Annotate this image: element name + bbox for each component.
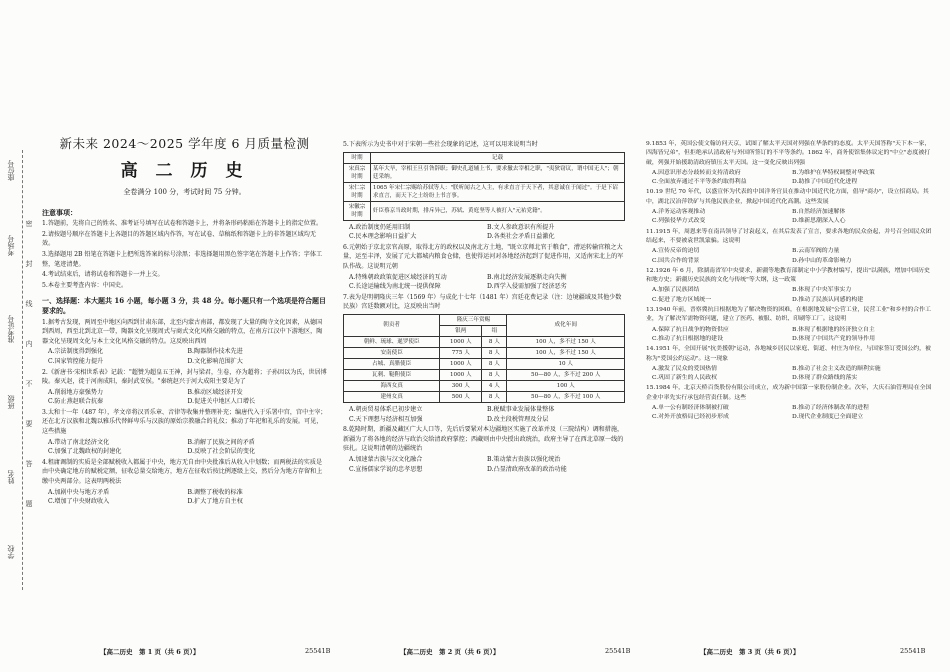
note-item: 3.选择题用 2B 铅笔在答题卡上把所选答案的标号涂黑；非选择题用黑色签字笔在答题卡上作答；字体工整，笔迹清楚。 [42, 250, 323, 268]
question-options [42, 488, 327, 507]
exam-meta: 全卷满分 100 分，考试时间 75 分钟。 [123, 188, 246, 196]
note-item: 1.答题前，先将自己的姓名、准考证号填写在试卷和答题卡上，并将条形码粘贴在答题卡上的指定位置。 [42, 220, 323, 228]
footer-label: 【高二历史 第 3 页（共 6 页）】 [700, 648, 800, 656]
note-item: 2.请按题号顺序在答题卡上各题目的答题区域内作答，写在试卷、草稿纸和答题卡上的非答题区域均无效。 [42, 230, 316, 248]
question-stem: 2.《新唐书·宋相世系表》记载："超赞为超皇五王神，封与梁君，生卷，亦为超将；子孙因以为氏，世居博陵。秦灭赵，徙于河南成阳，秦封武安侯。"秦统赵兴于河大成阳主要是为了 [42, 368, 327, 386]
option-b[interactable]: B.云南军阀的力量 [792, 248, 840, 255]
question-15 [646, 384, 932, 422]
table-row [344, 358, 625, 369]
option-c[interactable]: C.促进了地方区域统一 [652, 296, 712, 303]
table-cell: 1000 人 [440, 358, 482, 369]
question-10 [646, 188, 932, 226]
question-1 [42, 318, 327, 367]
option-d[interactable]: D.扩大了地方自主权 [187, 498, 243, 506]
seal-char: 密 [25, 220, 33, 227]
exam-title: 新未来 2024～2025 学年度 6 月质量检测 [59, 136, 310, 151]
footer-code: 25541B [305, 647, 331, 655]
table-cell: 8 人 [482, 336, 507, 347]
table-row [344, 201, 625, 220]
option-a[interactable]: A.激发了民众的爱国热情 [652, 365, 718, 372]
table-cell: 1000 人 [440, 369, 482, 380]
question-stem: 12.1926 年 6 月，除湖南省军中央要求，新疆等地教育部制定中小学教材编写，提出"以满族，增加中国历史和地方史；新疆历史民族的文化与传统"等大纲，这一政策 [646, 267, 930, 284]
page-footer-1 [100, 647, 331, 656]
option-b[interactable]: B.消解了民族之间的矛盾 [187, 438, 255, 446]
table-cell: 500 人 [440, 391, 482, 402]
option-b[interactable]: B.推动了社会主义改造的顺利实施 [792, 365, 881, 372]
question-stem: 14.1951 年，全国开展"抗美援朝"运动，各地城乡居民以家庭、街道、村庄为单位，与国家签订爱国公约，被称为"爱国公约运动"。这一现象 [646, 346, 931, 362]
binding-label-name: 姓名 [7, 470, 15, 484]
table-header: 隆庆三年赏赐 [440, 314, 507, 325]
question-stem: 11.1915 年，周恩来等在南昌领导了讨袁起义，在其后发表了宣言，要求各地的民众奋起，并号召全国民众团结起来，不要被袁世凯蒙骗。这说明 [646, 228, 932, 244]
table-subheader: 银两 [440, 325, 482, 336]
option-c[interactable]: C.列强侵华方式改变 [652, 218, 706, 225]
option-a[interactable]: A.带动了南北经济文化 [48, 438, 110, 446]
seal-char: 内 [25, 340, 33, 347]
option-b[interactable]: B.文人参政意识有所提升 [487, 223, 555, 231]
question-stem: 1.据考古发现，两周至中地区向西到甘肃东部，北至内蒙古南部，都发现了大量的陶寺文化因素，从德国到西周，西至北到北京一带，陶器文化呈现周式与商式文化风格交融的特点，在南方江汉中下游地区，陶器文化呈现周文化与本土文化风格交融的特点。这反映出西周 [42, 318, 323, 345]
question-options [343, 455, 625, 474]
note-item: 4.考试结束后，请将试卷和答题卡一并上交。 [42, 271, 164, 279]
binding-margin [0, 150, 40, 590]
question-2 [42, 368, 327, 407]
footer-label: 【高二历史 第 1 页（共 6 页）】 [100, 648, 200, 656]
table-cell: 100 人 [507, 380, 625, 391]
records-table [343, 152, 625, 221]
table-cell: 宋徽宗时期 [344, 201, 371, 220]
table-cell: 8 人 [482, 391, 507, 402]
option-c[interactable]: C.宣扬儒家学说的忠孝思想 [349, 465, 423, 473]
tribute-table [343, 314, 625, 403]
option-a[interactable]: A.加速蒙古族与汉文化融合 [349, 455, 423, 463]
binding-label-seat: 座位号 [7, 160, 15, 181]
table-cell: 建州女真 [344, 391, 440, 402]
seal-char: 答 [25, 460, 33, 467]
seal-char: 要 [25, 420, 33, 427]
option-a[interactable]: A.加剧中央与地方矛盾 [48, 488, 110, 496]
option-c[interactable]: C.长途运输线为南北统一提供保障 [349, 283, 441, 291]
table-row [344, 163, 625, 182]
option-c[interactable]: C.对外开放格局已经初步形成 [652, 414, 729, 421]
table-cell: 朝鲜、琉球、暹罗使臣 [344, 336, 440, 347]
binding-label-school: 学校 [7, 545, 15, 559]
table-row [344, 391, 625, 402]
page-3-column [646, 140, 932, 424]
option-c[interactable]: C.防止燕赵联合抗秦 [48, 398, 104, 406]
option-c[interactable]: C.全面放弃通过不平等条约取得利益 [652, 179, 747, 186]
table-cell: 100 人，多不过 150 人 [507, 347, 625, 358]
table-cell: 50—80 人，多不过 200 人 [507, 369, 625, 380]
option-a[interactable]: A.朝贡贸易体系已初步建立 [349, 405, 423, 413]
table-cell: 安南使臣 [344, 347, 440, 358]
option-c[interactable]: C.加强了北魏政权的封建化 [48, 448, 122, 456]
option-c[interactable]: C.国共合作的背景 [652, 257, 700, 264]
table-cell: 8 人 [482, 358, 507, 369]
question-stem: 9.1853 年，英国公使文翰访问天京，试图了解太平天国对列强在华条约的态度。太平天国答称"天下本一家，四海皆兄弟"，但拒绝承认清政府与外国所签订的不平等条约。1862 年，商务使馆集体议定的"中立"态度被打破，列强开始援助清政府镇压太平天国。这一变化反映出列强 [646, 141, 931, 166]
option-b[interactable]: B.税赋事业发展体量整体 [487, 405, 555, 413]
option-d[interactable]: D.文化影响范围扩大 [187, 357, 243, 365]
table-cell: 300 人 [440, 380, 482, 391]
option-b[interactable]: B.推动了经济体制改革的进程 [792, 405, 869, 412]
table-row [344, 336, 625, 347]
option-c[interactable]: C.增加了中央财政收入 [48, 498, 110, 506]
table-row [344, 347, 625, 358]
question-options [646, 404, 932, 423]
table-cell: 宋真宗时期 [344, 163, 371, 182]
option-a[interactable]: A.单一公有制经济体制被打破 [652, 405, 729, 412]
question-options [343, 223, 625, 242]
option-a[interactable]: A.宗法制度得到强化 [48, 348, 104, 356]
question-11 [646, 228, 932, 266]
table-cell: 某年大旱，宰相王旦引咎辞职；御史孔道辅上书，要求撤去宰相之职，"夷狄窃议，谓中国无人"；朝廷采纳。 [370, 163, 624, 182]
table-cell: 奸臣蔡京当政时期，排斥异己，苏轼、黄庭坚等人被打入"元祐党籍"。 [370, 201, 624, 220]
table-cell: 8 人 [482, 369, 507, 380]
option-d[interactable]: D.现代企业制度已全面建立 [792, 414, 864, 421]
question-options [42, 388, 327, 407]
table-header: 时期 [344, 152, 371, 163]
seal-char: 封 [25, 260, 33, 267]
table-cell: 775 人 [440, 347, 482, 358]
question-stem: 5.下表所示为史书中对于宋朝一些社会现象的记述，这可以用来说明当时 [343, 141, 538, 148]
option-a[interactable]: A.政治制度仍延用旧制 [349, 223, 411, 231]
exam-subject: 高 二 历 史 [120, 161, 249, 181]
option-d[interactable]: D.促进关中地区人口增长 [187, 398, 256, 406]
question-3 [42, 408, 327, 457]
table-cell: 宋仁宗时期 [344, 182, 371, 201]
binding-label-ticket: 准考证号 [7, 315, 15, 343]
option-b[interactable]: B.陶器制作技术先进 [187, 348, 243, 356]
seal-char: 不 [25, 380, 33, 387]
option-b[interactable]: B.自然经济加速解体 [792, 209, 846, 216]
note-item: 5.本卷主要考查内容：中国史。 [42, 281, 128, 289]
question-stem: 10.19 世纪 70 年代，以盛宣怀为代表的中国洋务官员在推动中国近代化方面，倡导"商办"，设立招商局。其中，湖北汉冶萍铁矿与其他民族企业，掀起中国近代化高潮。这些发展 [646, 189, 929, 205]
option-c[interactable]: C.国家管控能力提升 [48, 357, 104, 365]
question-options [646, 208, 932, 227]
question-12 [646, 267, 932, 305]
question-stem: 8.乾隆时期，新疆及藏区广大人口等，先后后要紧对本边疆地区实施了改革并及（三院结构）调和措施，新疆为了将各地的经济与政治交给清政府掌控；西藏则由中央授出政统治，政府主导了在西北草原一线的驻扎。这说明清朝的边疆统治 [343, 426, 624, 453]
option-d[interactable]: D.反映了社会阶层的变化 [187, 448, 256, 456]
question-4 [42, 458, 327, 507]
question-7 [343, 293, 625, 424]
option-d[interactable]: D.改主段税管理及分层 [487, 415, 549, 423]
question-13 [646, 306, 932, 344]
option-a[interactable]: A.宣传反帝的迫切 [652, 248, 700, 255]
table-cell: 8 人 [482, 347, 507, 358]
table-cell: 海西女真 [344, 380, 440, 391]
table-header: 朝贡者 [344, 314, 440, 336]
table-cell: 100 人，多不过 150 人 [507, 336, 625, 347]
question-stem: 6.元朝始于京北京官高原，取得北方的政权以及南北方土地，"既立京师北官于粮食"，漕运转输官粮之大量，运至丰泽，发展了元大都城内粮食仓储，也使得运河对各地经济起到了促进作用，又适南宋北上的军队作战。这说明元朝 [343, 243, 624, 270]
section-heading: 一、选择题：本大题共 16 小题，每小题 3 分，共 48 分。每小题只有一个选项是符合题目要求的。 [42, 296, 326, 315]
option-b[interactable]: B.南北经济发展逐渐走向失衡 [487, 273, 567, 281]
option-d[interactable]: D.各类社会矛盾日益激化 [487, 233, 555, 241]
page-1-column [42, 130, 327, 508]
notes-heading: 注意事项： [42, 207, 77, 217]
question-9 [646, 140, 932, 187]
question-options [42, 438, 327, 457]
table-cell: 50—80 人，多不过 100 人 [507, 391, 625, 402]
option-d[interactable]: D.助推了中国近代化进程 [792, 179, 858, 186]
question-options [42, 347, 327, 366]
table-header: 成化年间 [507, 314, 625, 336]
question-options [646, 286, 932, 305]
table-cell: 10 人 [507, 358, 625, 369]
option-b[interactable]: B.推动区域经济开发 [187, 388, 243, 396]
question-options [343, 273, 625, 292]
question-options [646, 365, 932, 384]
table-row [344, 182, 625, 201]
option-a[interactable]: A.削弱地方豪强势力 [48, 388, 104, 396]
option-b[interactable]: B.为维护在华特权调整对华政策 [792, 169, 875, 176]
option-b[interactable]: B.策动蒙古贵族以强化统治 [487, 455, 561, 463]
table-cell: 4 人 [482, 380, 507, 391]
option-c[interactable]: C.民本理念影响日益扩大 [349, 233, 417, 241]
table-row [344, 369, 625, 380]
option-a[interactable]: A.加强了民族团结 [652, 287, 700, 294]
question-8 [343, 425, 625, 474]
page-2-column [343, 140, 625, 475]
question-stem: 13.1940 年前，晋察冀抗日根据地为了解决物资的困难，在根据地发展"公营工业，民营工业"和乡村的合作工业，为了解决军需物资问题，建立了医药、被服、纺织、印刷等工厂。这说明 [646, 307, 931, 323]
table-cell: 瓦剌、鞑靼使臣 [344, 369, 440, 380]
question-5 [343, 140, 625, 242]
option-a[interactable]: A.洋务运动客观推动 [652, 209, 706, 216]
option-d[interactable]: D.体现了中国共产党的领导作用 [792, 335, 875, 342]
option-d[interactable]: D.维新思潮深入人心 [792, 218, 846, 225]
option-d[interactable]: D.体现了群众路线的落实 [792, 375, 858, 382]
seal-char: 线 [25, 300, 33, 307]
seal-line [22, 150, 23, 590]
table-cell: 1065 年宋仁宗赐给苏轼等人："朕听闻古之人主，有求直言于天下者，其意诚在于闻过"。于是下诏求直言，而天下之士纷纷上书言事。 [370, 182, 624, 201]
option-d[interactable]: D.孙中山的革命影响力 [792, 257, 852, 264]
table-header: 记载 [370, 152, 624, 163]
option-b[interactable]: B.体现了中央军事实力 [792, 287, 852, 294]
question-stem: 4.租庸调制的实质是全部赋税收入都属于中央，地方无自由中央批准后从收入中划数；而两税法的实质是由中央确定地方的赋税定额，征收总量交给地方，地方在征收后按比例逐级上交，然后分为地方存留和上缴中央两部分。这表明两税法 [42, 458, 323, 486]
option-d[interactable]: D.西学入侵需加强了经济恶劣 [487, 283, 567, 291]
option-a[interactable]: A.因意识形态分歧转而支持清政府 [652, 169, 741, 176]
table-row [344, 380, 625, 391]
binding-label-class: 班级 [7, 395, 15, 409]
option-d[interactable]: D.凸显清政府改革的政治功能 [487, 465, 567, 473]
option-b[interactable]: B.调整了税收的标准 [187, 488, 243, 496]
footer-code: 25541B [605, 647, 631, 655]
option-b[interactable]: B.体现了根据地的经济独立自主 [792, 326, 875, 333]
option-a[interactable]: A.保障了抗日战争的物资供应 [652, 326, 729, 333]
seal-char: 题 [25, 500, 33, 507]
option-c[interactable]: C.天下理想与经济相互加强 [349, 415, 423, 423]
table-subheader: 绢 [482, 325, 507, 336]
option-a[interactable]: A.特殊朝政政策促进区域经济的互动 [349, 273, 447, 281]
footer-code: 25541B [900, 647, 926, 655]
table-cell: 1000 人 [440, 336, 482, 347]
question-options [646, 326, 932, 345]
question-6 [343, 243, 625, 292]
question-14 [646, 345, 932, 383]
option-c[interactable]: C.推动了抗日根据地的建设 [652, 335, 723, 342]
question-options [646, 247, 932, 266]
question-options [646, 169, 932, 188]
question-options [343, 405, 625, 424]
table-cell: 占城、真腊使臣 [344, 358, 440, 369]
page-footer-3 [700, 647, 926, 656]
binding-label-room: 考场号 [7, 235, 15, 256]
option-c[interactable]: C.巩固了新生的人民政权 [652, 375, 718, 382]
question-stem: 15.1984 年，北京天桥百货股份有限公司成立，成为新中国第一家股份制企业。次年，大庆石油管理局在全国企业中率先实行承包经营责任制。这些 [646, 385, 932, 401]
page-footer-2 [400, 647, 631, 656]
question-stem: 3.太和十一年（487 年），孝文帝将汉晋乐章、音律等收集并整理补充；编唐代入于乐署中宫，宫中主宰；还在北方汉族和北魏以雅乐代替鲜卑乐与汉族的原始宗教融合的礼仪；推动了年祀和礼乐的发展。可见，这些措施 [42, 408, 327, 436]
option-d[interactable]: D.推动了民族认同感的构建 [792, 296, 864, 303]
question-stem: 7.表为是明朝隆庆三年（1569 年）与成化十七年（1481 年）宫廷花费记录（注：边境疆域及其他少数民族）宫廷数额对比，这反映出当时 [343, 293, 622, 311]
footer-label: 【高二历史 第 2 页（共 6 页）】 [400, 648, 500, 656]
